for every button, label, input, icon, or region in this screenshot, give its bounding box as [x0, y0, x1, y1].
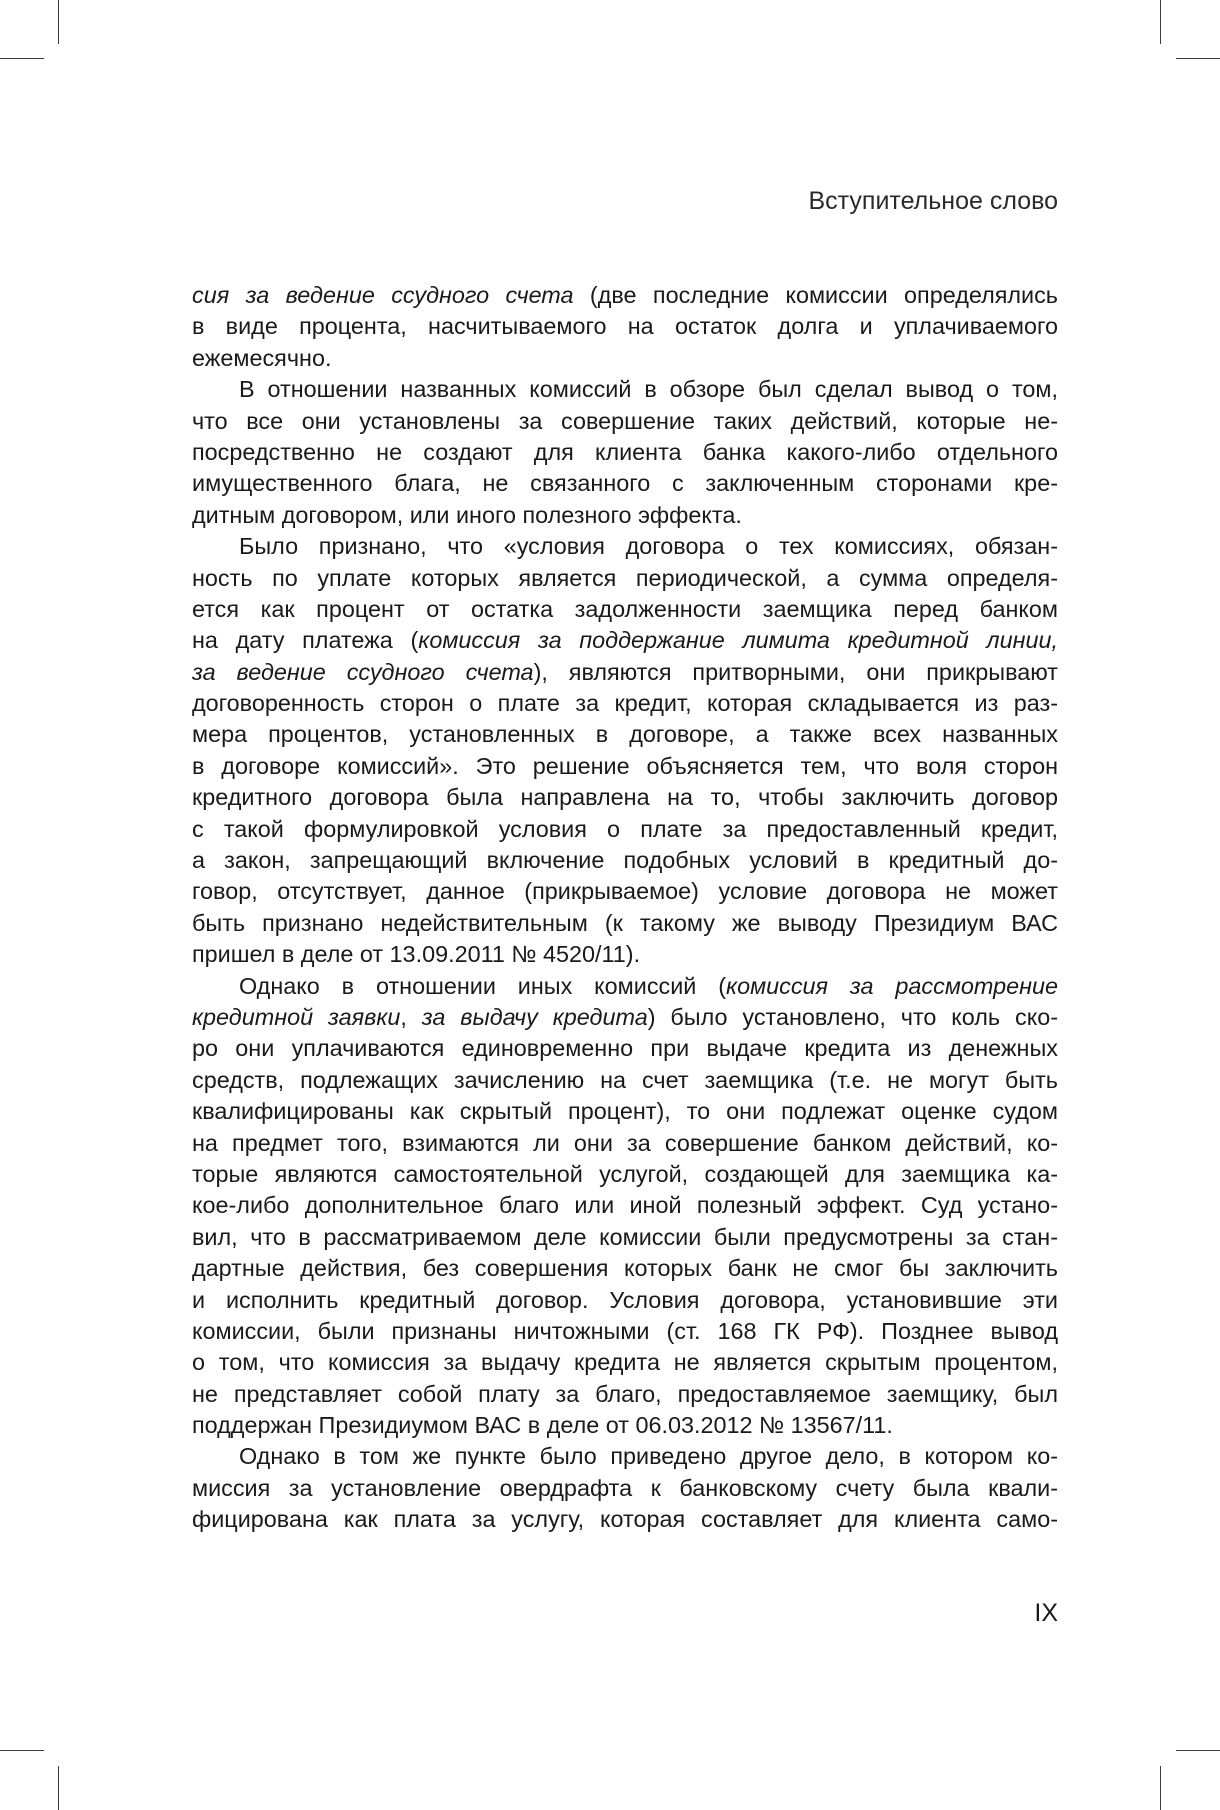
- text-run: квалифицированы как скрытый процент), то они подлежат оценке судом: [192, 1098, 1058, 1125]
- text-run: о том, что комиссия за выдачу кредита не является скрытым процентом,: [192, 1349, 1058, 1376]
- text-run: в виде процента, насчитываемого на остаток долга и уплачиваемого: [192, 313, 1058, 340]
- text-run: ется как процент от остатка задолженности заемщика перед банком: [192, 595, 1058, 622]
- paragraph: [192, 374, 1058, 531]
- text-run: быть признано недействительным (к такому же выводу Президиум ВАС: [192, 909, 1058, 936]
- text-run: мера процентов, установленных в договоре, а также всех названных: [192, 721, 1058, 748]
- text-run: Было признано, что «условия договора о тех комиссиях, обязан-: [239, 533, 1058, 560]
- text-line: [192, 1253, 1058, 1284]
- text-run: на предмет того, взимаются ли они за совершение банком действий, ко-: [192, 1129, 1058, 1156]
- text-line: [192, 1379, 1058, 1410]
- text-line: [192, 1096, 1058, 1127]
- text-run: дитным договором, или иного полезного эффекта.: [192, 501, 742, 528]
- text-line: [192, 719, 1058, 750]
- crop-mark-bottom-right-vertical: [1160, 1766, 1161, 1810]
- text-line: [192, 1222, 1058, 1253]
- text-run: средств, подлежащих зачислению на счет заемщика (т.е. не могут быть: [192, 1066, 1058, 1093]
- text-run: (две последние комиссии определялись: [573, 282, 1058, 308]
- italic-run: за ведение ссудного счета: [192, 658, 534, 685]
- text-line: [192, 563, 1058, 594]
- text-run: В отношении названных комиссий в обзоре был сделал вывод о том,: [239, 376, 1058, 403]
- crop-mark-bottom-left-horizontal: [0, 1750, 44, 1751]
- text-line: [192, 814, 1058, 845]
- text-line: [192, 1190, 1058, 1221]
- text-run: на дату платежа (: [192, 627, 419, 654]
- text-run: в договоре комиссий». Это решение объясняется тем, что воля сторон: [192, 752, 1058, 779]
- running-head: Вступительное слово: [808, 187, 1058, 215]
- text-line: [192, 908, 1058, 939]
- text-run: кредитного договора была направлена на то, чтобы заключить договор: [192, 784, 1058, 811]
- text-line: [192, 939, 1058, 970]
- paragraph: [192, 280, 1058, 374]
- body-text: [192, 280, 1058, 1536]
- text-run: дартные действия, без совершения которых банк не смог бы заключить: [192, 1255, 1058, 1282]
- text-line: [192, 374, 1058, 405]
- text-line: [192, 500, 1058, 531]
- text-line: [192, 531, 1058, 562]
- text-run: ность по уплате которых является периодической, а сумма определя-: [192, 564, 1058, 591]
- crop-mark-bottom-right-horizontal: [1176, 1750, 1220, 1751]
- text-line: [192, 468, 1058, 499]
- text-run: а закон, запрещающий включение подобных условий в кредитный до-: [192, 847, 1058, 874]
- text-run: не представляет собой плату за благо, предоставляемое заемщику, был: [192, 1380, 1058, 1407]
- text-run: с такой формулировкой условия о плате за предоставленный кредит,: [192, 815, 1058, 842]
- paragraph: [192, 1441, 1058, 1535]
- text-run: кое-либо дополнительное благо или иной полезный эффект. Суд устано-: [192, 1192, 1058, 1219]
- text-line: [192, 1410, 1058, 1441]
- text-run: миссия за установление овердрафта к банковскому счету была квали-: [192, 1474, 1058, 1501]
- text-run: и исполнить кредитный договор. Условия договора, установившие эти: [192, 1286, 1058, 1313]
- page-number: IX: [1034, 1599, 1058, 1627]
- text-run: ро они уплачиваются единовременно при выдаче кредита из денежных: [192, 1035, 1058, 1062]
- text-run: ), являются притворными, они прикрывают: [533, 658, 1058, 685]
- text-line: [192, 1159, 1058, 1190]
- paragraph: [192, 531, 1058, 970]
- text-run: вил, что в рассматриваемом деле комиссии были предусмотрены за стан-: [192, 1223, 1058, 1250]
- crop-mark-top-right-vertical: [1160, 0, 1161, 44]
- text-run: ,: [400, 1003, 422, 1030]
- text-run: пришел в деле от 13.09.2011 № 4520/11).: [192, 941, 641, 968]
- text-line: [192, 1473, 1058, 1504]
- crop-mark-top-left-vertical: [58, 0, 59, 44]
- text-line: [192, 343, 1058, 374]
- italic-run: комиссия за поддержание лимита кредитной линии,: [418, 627, 1058, 654]
- text-line: [192, 688, 1058, 719]
- text-run: фицирована как плата за услугу, которая составляет для клиента само-: [192, 1506, 1058, 1533]
- text-line: [192, 625, 1058, 656]
- text-line: [192, 971, 1058, 1002]
- text-run: посредственно не создают для клиента банка какого-либо отдельного: [192, 438, 1058, 465]
- text-line: [192, 1065, 1058, 1096]
- text-run: комиссии, были признаны ничтожными (ст. 168 ГК РФ). Позднее вывод: [192, 1317, 1058, 1344]
- crop-mark-top-right-horizontal: [1176, 58, 1220, 59]
- text-run: ежемесячно.: [192, 344, 332, 371]
- text-line: [192, 845, 1058, 876]
- text-run: Однако в отношении иных комиссий (: [239, 972, 727, 999]
- text-line: [192, 594, 1058, 625]
- crop-mark-bottom-left-vertical: [58, 1766, 59, 1810]
- text-line: [192, 1002, 1058, 1033]
- text-line: [192, 782, 1058, 813]
- text-line: [192, 1285, 1058, 1316]
- text-line: [192, 1316, 1058, 1347]
- text-line: [192, 311, 1058, 342]
- italic-run: за выдачу кредита: [421, 1003, 648, 1030]
- text-run: ) было установлено, что коль ско-: [647, 1003, 1058, 1030]
- text-line: [192, 1441, 1058, 1472]
- text-line: [192, 406, 1058, 437]
- text-line: [192, 437, 1058, 468]
- text-line: [192, 1128, 1058, 1159]
- text-run: что все они установлены за совершение таких действий, которые не-: [192, 407, 1058, 434]
- italic-run: комиссия за рассмотрение: [726, 972, 1058, 999]
- text-line: [192, 1347, 1058, 1378]
- text-line: [192, 876, 1058, 907]
- text-line: [192, 1033, 1058, 1064]
- text-run: договоренность сторон о плате за кредит, которая складывается из раз-: [192, 690, 1058, 717]
- italic-run: кредитной заявки: [192, 1003, 401, 1030]
- text-run: поддержан Президиумом ВАС в деле от 06.03.2012 № 13567/11.: [192, 1412, 893, 1439]
- text-line: [192, 657, 1058, 688]
- text-line: [192, 1504, 1058, 1535]
- text-line: [192, 751, 1058, 782]
- text-line: [192, 280, 1058, 311]
- text-run: говор, отсутствует, данное (прикрываемое) условие договора не может: [192, 878, 1058, 905]
- text-run: торые являются самостоятельной услугой, создающей для заемщика ка-: [192, 1160, 1058, 1187]
- italic-run: сия за ведение ссудного счета: [192, 282, 574, 308]
- paragraph: [192, 971, 1058, 1442]
- crop-mark-top-left-horizontal: [0, 58, 44, 59]
- text-run: имущественного блага, не связанного с заключенным сторонами кре-: [192, 470, 1058, 497]
- text-run: Однако в том же пункте было приведено другое дело, в котором ко-: [239, 1443, 1058, 1470]
